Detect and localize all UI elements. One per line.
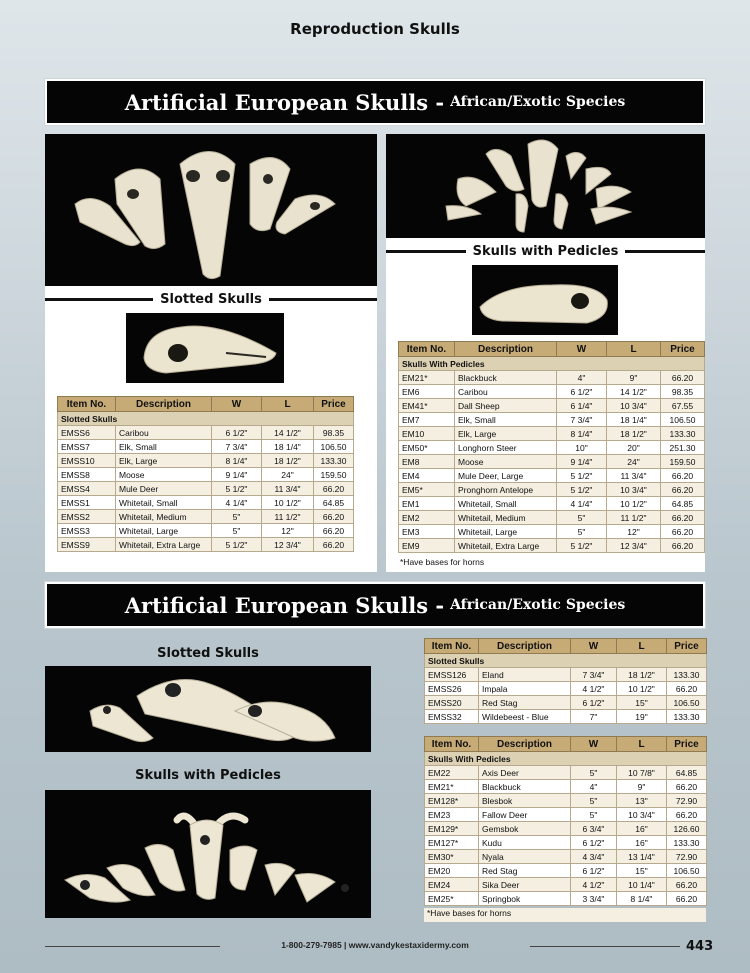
price-cell: 66.20 [667, 808, 707, 822]
item-no-cell: EMSS7 [58, 440, 116, 454]
length-cell: 18 1/4" [607, 413, 661, 427]
banner-title: Artificial European Skulls - [124, 89, 445, 115]
price-cell: 66.20 [661, 511, 705, 525]
description-cell: Elk, Small [116, 440, 212, 454]
width-cell: 6 1/2" [212, 426, 262, 440]
table-row [425, 794, 707, 808]
width-cell: 4 1/4" [557, 497, 607, 511]
table-section-row [425, 752, 707, 766]
description-cell: Elk, Large [116, 454, 212, 468]
pedicles-caption [386, 242, 705, 260]
item-no-cell: EMSS8 [58, 468, 116, 482]
pedicles-skulls-photo [386, 134, 705, 238]
length-cell: 18 1/4" [262, 440, 314, 454]
width-cell: 6 3/4" [571, 822, 617, 836]
description-cell: Dall Sheep [455, 399, 557, 413]
col-price: Price [667, 737, 707, 752]
exotic-slotted-skulls-photo [45, 666, 371, 752]
length-cell: 12" [262, 524, 314, 538]
width-cell: 7" [571, 710, 617, 724]
item-no-cell: EM50* [399, 441, 455, 455]
width-cell: 10" [557, 441, 607, 455]
description-cell: Red Stag [479, 864, 571, 878]
description-cell: Caribou [116, 426, 212, 440]
table-row [425, 682, 707, 696]
width-cell: 7 3/4" [212, 440, 262, 454]
width-cell: 4 1/4" [212, 496, 262, 510]
price-cell: 66.20 [314, 538, 354, 552]
item-no-cell: EM25* [425, 892, 479, 906]
item-no-cell: EM1 [399, 497, 455, 511]
slotted-skulls-table [57, 396, 354, 552]
width-cell: 5 1/2" [557, 469, 607, 483]
width-cell: 6 1/2" [571, 696, 617, 710]
col-item-no: Item No. [425, 737, 479, 752]
width-cell: 4 1/2" [571, 878, 617, 892]
width-cell: 5" [557, 525, 607, 539]
width-cell: 7 3/4" [557, 413, 607, 427]
length-cell: 10 1/2" [607, 497, 661, 511]
width-cell: 4" [571, 780, 617, 794]
footer-rule-left [45, 946, 220, 947]
price-cell: 72.90 [667, 850, 707, 864]
price-cell: 133.30 [667, 710, 707, 724]
length-cell: 11 1/2" [607, 511, 661, 525]
caption-rule [386, 250, 466, 253]
item-no-cell: EMSS4 [58, 482, 116, 496]
item-no-cell: EM10 [399, 427, 455, 441]
price-cell: 66.20 [314, 510, 354, 524]
table-row [399, 413, 705, 427]
item-no-cell: EM5* [399, 483, 455, 497]
banner-subtitle: African/Exotic Species [450, 94, 626, 110]
description-cell: Mule Deer [116, 482, 212, 496]
table-header-row [425, 639, 707, 654]
width-cell: 6 1/2" [571, 864, 617, 878]
price-cell: 98.35 [314, 426, 354, 440]
description-cell: Eland [479, 668, 571, 682]
table-row [425, 780, 707, 794]
price-cell: 66.20 [667, 878, 707, 892]
price-cell: 133.30 [667, 668, 707, 682]
single-skull-image [126, 313, 284, 383]
length-cell: 13" [617, 794, 667, 808]
table-row [399, 455, 705, 469]
table-row [58, 510, 354, 524]
price-cell: 64.85 [314, 496, 354, 510]
col-length: L [607, 342, 661, 357]
length-cell: 16" [617, 836, 667, 850]
price-cell: 106.50 [314, 440, 354, 454]
price-cell: 106.50 [667, 864, 707, 878]
col-length: L [262, 397, 314, 412]
section2-banner [45, 582, 705, 628]
length-cell: 20" [607, 441, 661, 455]
description-cell: Springbok [479, 892, 571, 906]
price-cell: 66.20 [661, 483, 705, 497]
item-no-cell: EMSS26 [425, 682, 479, 696]
skull-group-image [45, 134, 377, 286]
description-cell: Fallow Deer [479, 808, 571, 822]
skull-group-image [45, 790, 371, 918]
width-cell: 6 1/4" [557, 399, 607, 413]
col-width: W [212, 397, 262, 412]
horn-bases-note-2: *Have bases for horns [424, 908, 706, 922]
description-cell: Mule Deer, Large [455, 469, 557, 483]
item-no-cell: EMSS1 [58, 496, 116, 510]
banner-subtitle: African/Exotic Species [450, 597, 626, 613]
price-cell: 98.35 [661, 385, 705, 399]
item-no-cell: EM6 [399, 385, 455, 399]
price-cell: 66.20 [661, 371, 705, 385]
col-price: Price [667, 639, 707, 654]
width-cell: 5" [571, 808, 617, 822]
table-row [58, 482, 354, 496]
single-skull-image [472, 265, 618, 335]
col-item-no: Item No. [58, 397, 116, 412]
description-cell: Whitetail, Large [116, 524, 212, 538]
exotic-pedicles-table [424, 736, 707, 906]
table-row [425, 668, 707, 682]
length-cell: 9" [617, 780, 667, 794]
width-cell: 5 1/2" [557, 539, 607, 553]
width-cell: 5 1/2" [212, 538, 262, 552]
length-cell: 11 3/4" [262, 482, 314, 496]
table-row [58, 454, 354, 468]
col-length: L [617, 639, 667, 654]
price-cell: 66.20 [667, 892, 707, 906]
description-cell: Kudu [479, 836, 571, 850]
item-no-cell: EM21* [399, 371, 455, 385]
table-header-row [425, 737, 707, 752]
price-cell: 133.30 [661, 427, 705, 441]
width-cell: 5 1/2" [557, 483, 607, 497]
length-cell: 18 1/2" [262, 454, 314, 468]
item-no-cell: EM127* [425, 836, 479, 850]
price-cell: 66.20 [661, 525, 705, 539]
table-row [425, 822, 707, 836]
description-cell: Sika Deer [479, 878, 571, 892]
length-cell: 10 3/4" [617, 808, 667, 822]
description-cell: Moose [116, 468, 212, 482]
slotted-skulls-caption-2: Slotted Skulls [157, 646, 259, 661]
description-cell: Longhorn Steer [455, 441, 557, 455]
width-cell: 5" [212, 524, 262, 538]
length-cell: 19" [617, 710, 667, 724]
length-cell: 18 1/2" [607, 427, 661, 441]
table-row [58, 524, 354, 538]
description-cell: Axis Deer [479, 766, 571, 780]
item-no-cell: EM4 [399, 469, 455, 483]
description-cell: Wildebeest - Blue [479, 710, 571, 724]
length-cell: 24" [607, 455, 661, 469]
col-price: Price [661, 342, 705, 357]
length-cell: 18 1/2" [617, 668, 667, 682]
price-cell: 126.60 [667, 822, 707, 836]
slotted-skulls-photo [45, 134, 377, 286]
item-no-cell: EM24 [425, 878, 479, 892]
col-item-no: Item No. [425, 639, 479, 654]
length-cell: 10 3/4" [607, 399, 661, 413]
price-cell: 159.50 [314, 468, 354, 482]
section-label: Skulls With Pedicles [399, 357, 705, 371]
table-row [425, 878, 707, 892]
price-cell: 159.50 [661, 455, 705, 469]
item-no-cell: EM7 [399, 413, 455, 427]
length-cell: 16" [617, 822, 667, 836]
length-cell: 9" [607, 371, 661, 385]
table-row [425, 836, 707, 850]
table-row [399, 371, 705, 385]
price-cell: 66.20 [667, 682, 707, 696]
price-cell: 67.55 [661, 399, 705, 413]
width-cell: 9 1/4" [557, 455, 607, 469]
col-description: Description [479, 639, 571, 654]
section-label: Slotted Skulls [58, 412, 354, 426]
price-cell: 106.50 [667, 696, 707, 710]
pedicles-skulls-table [398, 341, 705, 553]
col-price: Price [314, 397, 354, 412]
col-item-no: Item No. [399, 342, 455, 357]
description-cell: Whitetail, Extra Large [455, 539, 557, 553]
item-no-cell: EM8 [399, 455, 455, 469]
length-cell: 10 1/2" [262, 496, 314, 510]
description-cell: Whitetail, Small [116, 496, 212, 510]
footer-rule-right [530, 946, 680, 947]
section-label: Skulls With Pedicles [425, 752, 707, 766]
col-width: W [557, 342, 607, 357]
table-row [425, 892, 707, 906]
length-cell: 14 1/2" [262, 426, 314, 440]
table-row [425, 710, 707, 724]
price-cell: 66.20 [661, 469, 705, 483]
item-no-cell: EM30* [425, 850, 479, 864]
col-width: W [571, 737, 617, 752]
price-cell: 133.30 [667, 836, 707, 850]
item-no-cell: EM3 [399, 525, 455, 539]
table-row [58, 426, 354, 440]
item-no-cell: EM21* [425, 780, 479, 794]
item-no-cell: EMSS10 [58, 454, 116, 468]
exotic-slotted-table [424, 638, 707, 724]
col-length: L [617, 737, 667, 752]
table-row [399, 497, 705, 511]
length-cell: 11 1/2" [262, 510, 314, 524]
width-cell: 5" [557, 511, 607, 525]
table-row [399, 399, 705, 413]
length-cell: 10 1/4" [617, 878, 667, 892]
table-header-row [58, 397, 354, 412]
length-cell: 8 1/4" [617, 892, 667, 906]
item-no-cell: EMSS2 [58, 510, 116, 524]
table-row [399, 525, 705, 539]
section1-banner [45, 79, 705, 125]
table-row [425, 696, 707, 710]
description-cell: Red Stag [479, 696, 571, 710]
description-cell: Whitetail, Small [455, 497, 557, 511]
horn-bases-note: *Have bases for horns [400, 557, 485, 567]
item-no-cell: EM23 [425, 808, 479, 822]
price-cell: 66.20 [314, 524, 354, 538]
table-row [58, 538, 354, 552]
item-no-cell: EM2 [399, 511, 455, 525]
table-row [425, 864, 707, 878]
length-cell: 12 3/4" [607, 539, 661, 553]
length-cell: 13 1/4" [617, 850, 667, 864]
length-cell: 24" [262, 468, 314, 482]
price-cell: 106.50 [661, 413, 705, 427]
page-number: 443 [686, 939, 714, 954]
length-cell: 10 1/2" [617, 682, 667, 696]
col-description: Description [455, 342, 557, 357]
description-cell: Impala [479, 682, 571, 696]
length-cell: 12 3/4" [262, 538, 314, 552]
table-row [58, 468, 354, 482]
description-cell: Elk, Small [455, 413, 557, 427]
description-cell: Moose [455, 455, 557, 469]
table-row [425, 808, 707, 822]
section-label: Slotted Skulls [425, 654, 707, 668]
description-cell: Blesbok [479, 794, 571, 808]
table-row [399, 483, 705, 497]
col-description: Description [116, 397, 212, 412]
pedicle-skull-detail-photo [472, 265, 618, 335]
table-row [399, 385, 705, 399]
skull-group-image [45, 666, 371, 752]
width-cell: 5" [571, 794, 617, 808]
table-row [399, 511, 705, 525]
width-cell: 5 1/2" [212, 482, 262, 496]
item-no-cell: EMSS126 [425, 668, 479, 682]
length-cell: 10 7/8" [617, 766, 667, 780]
table-section-row [399, 357, 705, 371]
width-cell: 4" [557, 371, 607, 385]
price-cell: 66.20 [667, 780, 707, 794]
description-cell: Whitetail, Large [455, 525, 557, 539]
price-cell: 251.30 [661, 441, 705, 455]
item-no-cell: EMSS6 [58, 426, 116, 440]
item-no-cell: EM9 [399, 539, 455, 553]
price-cell: 66.20 [661, 539, 705, 553]
width-cell: 5" [212, 510, 262, 524]
item-no-cell: EMSS9 [58, 538, 116, 552]
caption-rule [625, 250, 705, 253]
width-cell: 6 1/2" [557, 385, 607, 399]
price-cell: 64.85 [667, 766, 707, 780]
length-cell: 11 3/4" [607, 469, 661, 483]
item-no-cell: EM128* [425, 794, 479, 808]
description-cell: Caribou [455, 385, 557, 399]
description-cell: Pronghorn Antelope [455, 483, 557, 497]
width-cell: 4 1/2" [571, 682, 617, 696]
width-cell: 7 3/4" [571, 668, 617, 682]
length-cell: 12" [607, 525, 661, 539]
item-no-cell: EM22 [425, 766, 479, 780]
table-row [425, 850, 707, 864]
description-cell: Elk, Large [455, 427, 557, 441]
item-no-cell: EM129* [425, 822, 479, 836]
skull-group-image [386, 134, 705, 238]
width-cell: 8 1/4" [557, 427, 607, 441]
length-cell: 15" [617, 864, 667, 878]
price-cell: 66.20 [314, 482, 354, 496]
col-width: W [571, 639, 617, 654]
pedicles-caption-2: Skulls with Pedicles [135, 768, 281, 783]
width-cell: 9 1/4" [212, 468, 262, 482]
table-section-row [425, 654, 707, 668]
col-description: Description [479, 737, 571, 752]
table-row [399, 539, 705, 553]
description-cell: Whitetail, Medium [116, 510, 212, 524]
page-title: Reproduction Skulls [290, 20, 460, 38]
caption-text: Skulls with Pedicles [472, 243, 619, 259]
item-no-cell: EM20 [425, 864, 479, 878]
price-cell: 64.85 [661, 497, 705, 511]
table-row [399, 427, 705, 441]
item-no-cell: EMSS20 [425, 696, 479, 710]
item-no-cell: EMSS32 [425, 710, 479, 724]
description-cell: Whitetail, Medium [455, 511, 557, 525]
table-row [58, 440, 354, 454]
item-no-cell: EM41* [399, 399, 455, 413]
slotted-skulls-caption [45, 290, 377, 308]
exotic-pedicle-skulls-photo [45, 790, 371, 918]
table-row [58, 496, 354, 510]
table-row [399, 469, 705, 483]
description-cell: Nyala [479, 850, 571, 864]
price-cell: 133.30 [314, 454, 354, 468]
table-header-row [399, 342, 705, 357]
description-cell: Blackbuck [479, 780, 571, 794]
description-cell: Blackbuck [455, 371, 557, 385]
table-row [425, 766, 707, 780]
caption-text: Slotted Skulls [160, 291, 262, 307]
table-section-row [58, 412, 354, 426]
width-cell: 6 1/2" [571, 836, 617, 850]
description-cell: Whitetail, Extra Large [116, 538, 212, 552]
banner-title: Artificial European Skulls - [124, 592, 445, 618]
slotted-skull-detail-photo [126, 313, 284, 383]
caption-rule [45, 298, 153, 301]
length-cell: 10 3/4" [607, 483, 661, 497]
length-cell: 15" [617, 696, 667, 710]
caption-rule [269, 298, 377, 301]
width-cell: 4 3/4" [571, 850, 617, 864]
width-cell: 5" [571, 766, 617, 780]
width-cell: 8 1/4" [212, 454, 262, 468]
footer-contact: 1-800-279-7985 | www.vandykestaxidermy.com [281, 940, 469, 950]
length-cell: 14 1/2" [607, 385, 661, 399]
price-cell: 72.90 [667, 794, 707, 808]
description-cell: Gemsbok [479, 822, 571, 836]
width-cell: 3 3/4" [571, 892, 617, 906]
table-row [399, 441, 705, 455]
item-no-cell: EMSS3 [58, 524, 116, 538]
